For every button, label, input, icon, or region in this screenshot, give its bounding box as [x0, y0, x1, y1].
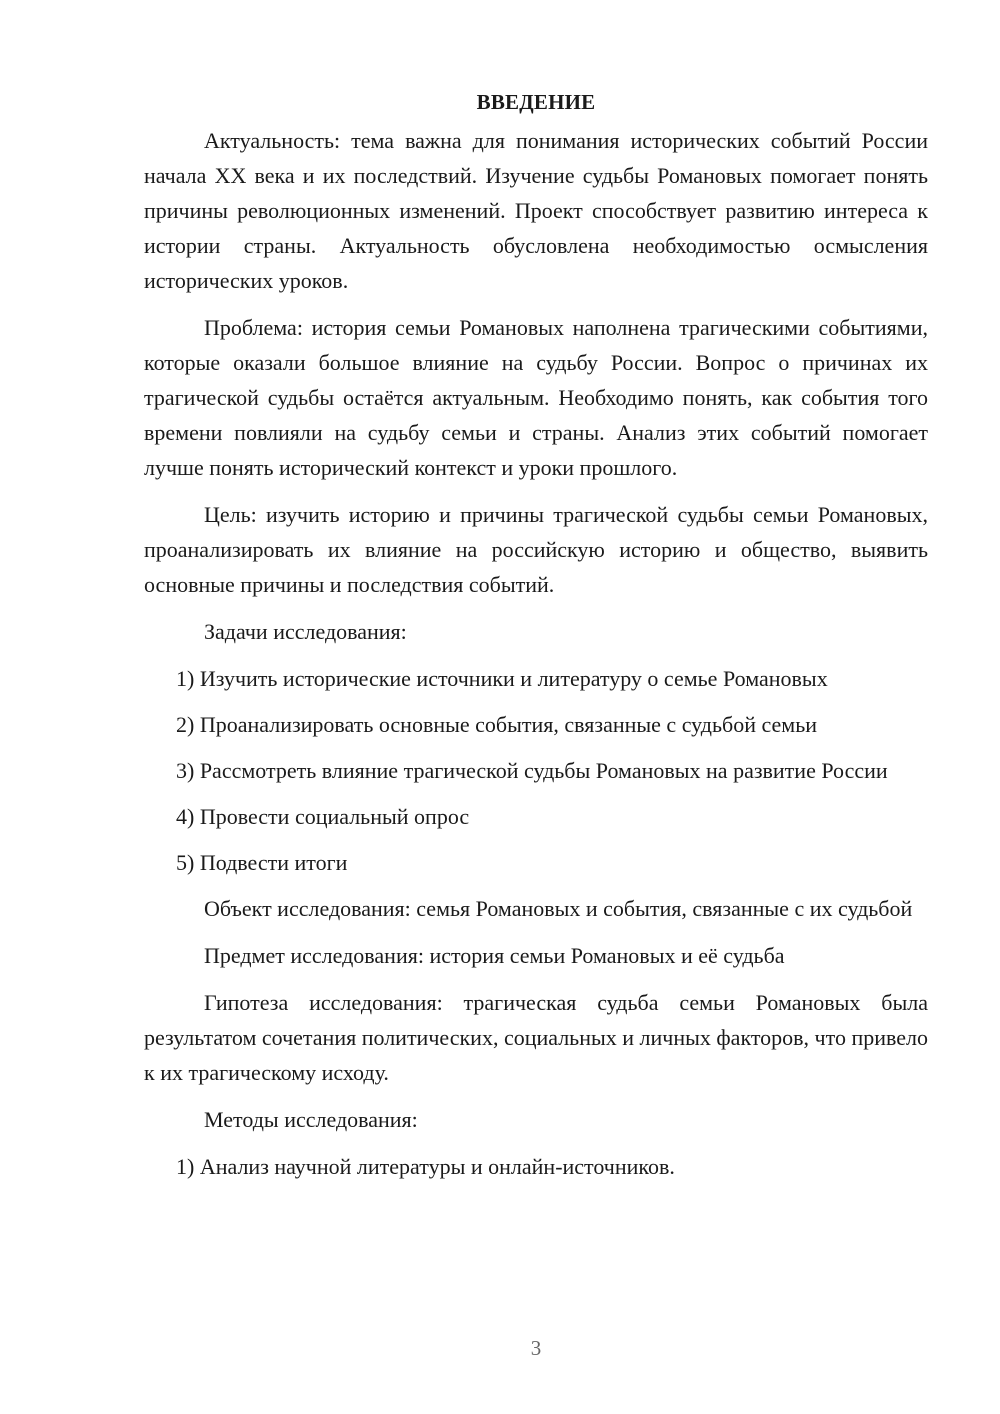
section-title: ВВЕДЕНИЕ [476, 90, 596, 114]
subject-paragraph: Предмет исследования: история семьи Романовых и её судьба [204, 943, 785, 968]
goal-paragraph: Цель: изучить историю и причины трагической судьбы семьи Романовых, проанализировать их влияние на российскую историю и общество, выявить основные причины и последствия событий. [144, 502, 928, 597]
relevance-paragraph: Актуальность: тема важна для понимания исторических событий России начала XX века и их последствий. Изучение судьбы Романовых помогает понять причины революционных изменений. Проект способствует развитию интереса к истории страны. Актуальность обусловлена необходимостью осмысления исторических уроков. [144, 128, 928, 293]
task-item: 1) Изучить исторические источники и литературу о семье Романовых [176, 666, 828, 691]
tasks-heading: Задачи исследования: [204, 619, 407, 644]
task-item: 4) Провести социальный опрос [176, 804, 470, 829]
object-paragraph: Объект исследования: семья Романовых и события, связанные с их судьбой [204, 896, 913, 921]
task-item: 2) Проанализировать основные события, связанные с судьбой семьи [176, 712, 818, 737]
document-body [144, 88, 928, 1195]
method-item: 1) Анализ научной литературы и онлайн-источников. [176, 1154, 675, 1179]
task-item: 3) Рассмотреть влияние трагической судьбы Романовых на развитие России [176, 758, 888, 783]
page-number: 3 [530, 1336, 542, 1360]
task-item: 5) Подвести итоги [176, 850, 348, 875]
hypothesis-paragraph: Гипотеза исследования: трагическая судьба семьи Романовых была результатом сочетания политических, социальных и личных факторов, что привело к их трагическому исходу. [144, 990, 928, 1085]
methods-heading: Методы исследования: [204, 1107, 418, 1132]
problem-paragraph: Проблема: история семьи Романовых наполнена трагическими событиями, которые оказали большое влияние на судьбу России. Вопрос о причинах их трагической судьбы остаётся актуальным. Необходимо понять, как события того времени повлияли на судьбу семьи и страны. Анализ этих событий помогает лучше понять исторический контекст и уроки прошлого. [144, 315, 928, 480]
